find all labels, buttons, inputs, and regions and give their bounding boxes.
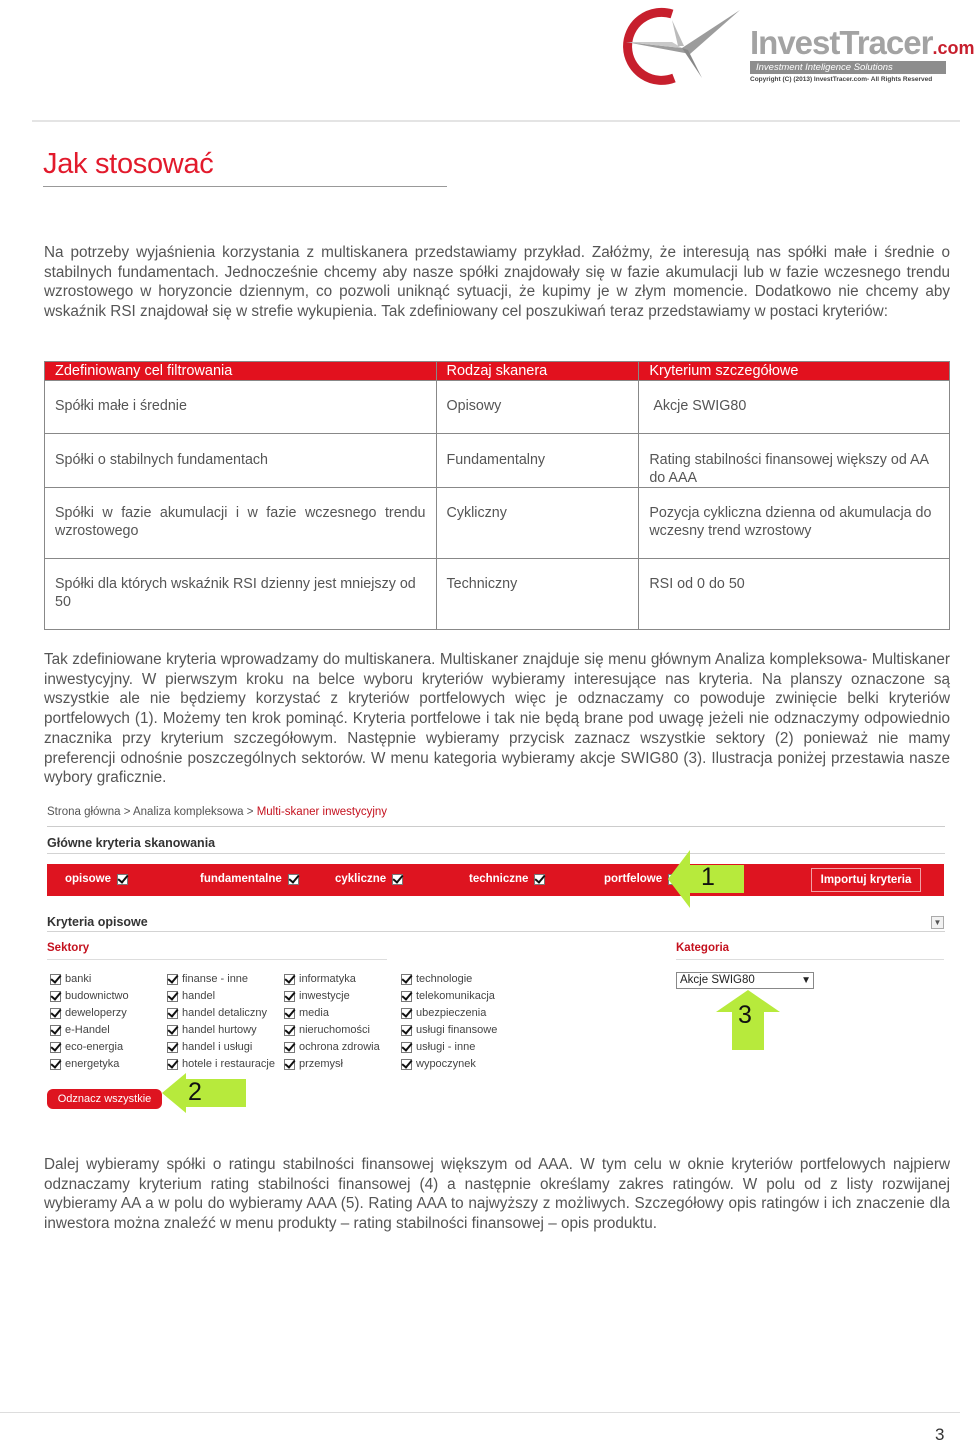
- table-cell: Pozycja cykliczna dzienna od akumulacja do wczesny trend wzrostowy: [639, 488, 950, 559]
- table-row: [45, 381, 950, 434]
- main-criteria-title: Główne kryteria skanowania: [47, 836, 216, 850]
- category-select[interactable]: Akcje SWIG80 ▼: [676, 972, 814, 989]
- checkbox-icon[interactable]: [401, 1059, 412, 1070]
- logo-tagline: Investment Inteligence Solutions: [750, 61, 946, 74]
- sector-checkbox[interactable]: energetyka: [50, 1058, 119, 1070]
- checkbox-icon[interactable]: [167, 991, 178, 1002]
- marker-3-arrow-icon: 3: [716, 990, 780, 1050]
- header-divider: [32, 120, 960, 122]
- checkbox-icon[interactable]: [50, 974, 61, 985]
- category-label: Kategoria: [676, 942, 730, 954]
- collapse-arrow-icon[interactable]: ▼: [931, 916, 944, 929]
- page-title: Jak stosować: [43, 148, 214, 180]
- checkbox-icon[interactable]: [392, 874, 403, 885]
- import-criteria-button[interactable]: Importuj kryteria: [811, 868, 921, 892]
- table-cell: Fundamentalny: [436, 434, 639, 488]
- tab-cykliczne[interactable]: cykliczne: [335, 873, 403, 885]
- table-header: Kryterium szczegółowe: [639, 362, 950, 381]
- sector-checkbox[interactable]: technologie: [401, 973, 472, 985]
- table-cell: Spółki małe i średnie: [45, 381, 437, 434]
- checkbox-icon[interactable]: [167, 974, 178, 985]
- sector-checkbox[interactable]: handel detaliczny: [167, 1007, 267, 1019]
- category-divider: [676, 959, 944, 960]
- table-cell: Techniczny: [436, 559, 639, 630]
- table-row: [45, 434, 950, 488]
- sector-checkbox[interactable]: informatyka: [284, 973, 356, 985]
- sector-checkbox[interactable]: wypoczynek: [401, 1058, 476, 1070]
- sector-checkbox[interactable]: budownictwo: [50, 990, 129, 1002]
- criteria-tab-bar: [47, 864, 944, 896]
- checkbox-icon[interactable]: [401, 991, 412, 1002]
- criteria-table: [44, 361, 950, 630]
- checkbox-icon[interactable]: [167, 1025, 178, 1036]
- checkbox-icon[interactable]: [167, 1042, 178, 1053]
- sector-checkbox[interactable]: deweloperzy: [50, 1007, 127, 1019]
- sectors-divider: [47, 959, 387, 960]
- sector-checkbox[interactable]: finanse - inne: [167, 973, 248, 985]
- checkbox-icon[interactable]: [534, 874, 545, 885]
- table-cell: Spółki w fazie akumulacji i w fazie wczesnego trendu wzrostowego: [45, 488, 437, 559]
- checkbox-icon[interactable]: [167, 1008, 178, 1019]
- checkbox-icon[interactable]: [50, 991, 61, 1002]
- tab-portfelowe[interactable]: portfelowe: [604, 873, 679, 885]
- investtracer-logo: [612, 6, 974, 86]
- table-header: Zdefiniowany cel filtrowania: [45, 362, 437, 381]
- breadcrumb-divider: [47, 826, 945, 827]
- sector-checkbox[interactable]: inwestycje: [284, 990, 350, 1002]
- chevron-down-icon: ▼: [801, 975, 811, 986]
- unselect-all-button[interactable]: Odznacz wszystkie: [47, 1089, 162, 1109]
- checkbox-icon[interactable]: [50, 1025, 61, 1036]
- breadcrumb-path[interactable]: Strona główna > Analiza kompleksowa >: [47, 806, 257, 818]
- checkbox-icon[interactable]: [50, 1042, 61, 1053]
- sector-checkbox[interactable]: handel hurtowy: [167, 1024, 257, 1036]
- breadcrumb-current: Multi-skaner inwestycyjny: [256, 806, 388, 818]
- sector-checkbox[interactable]: eco-energia: [50, 1041, 123, 1053]
- instructions-paragraph: Tak zdefiniowane kryteria wprowadzamy do multiskanera. Multiskaner znajduje się menu głównym Analiza kompleksowa- Multiskaner inwestycyjny. W pierwszym kroku na belce wyboru kryteriów wybieramy interesujące nas kryteria. Na planszy oznaczone są wszystkie ale nie będziemy korzystać z kryteriów portfelowych więc je odznaczamy co powoduje zwinięcie belki kryteriów portfelowych (1). Możemy ten krok pominąć. Kryteria portfelowe i tak nie będą brane pod uwagę jeżeli nie odznaczymy odpowiednio znacznika przy kryterium szczegółowym. Następnie wybieramy przycisk zaznacz wszystkie sektory (2) ponieważ nie mamy preferencji odnośnie poszczególnych sektorów. W menu kategoria wybieramy akcje SWIG80 (3). Ilustracja poniżej przestawia nasze wybory graficznie.: [44, 651, 950, 787]
- footer-divider: [0, 1412, 960, 1413]
- descriptive-criteria-title: Kryteria opisowe: [47, 915, 148, 929]
- checkbox-icon[interactable]: [401, 974, 412, 985]
- table-cell: Opisowy: [436, 381, 639, 434]
- checkbox-icon[interactable]: [117, 874, 128, 885]
- sector-checkbox[interactable]: ubezpieczenia: [401, 1007, 486, 1019]
- table-cell: Spółki o stabilnych fundamentach: [45, 434, 437, 488]
- table-cell: Spółki dla których wskaźnik RSI dzienny jest mniejszy od 50: [45, 559, 437, 630]
- tab-opisowe[interactable]: opisowe: [65, 873, 128, 885]
- sector-checkbox[interactable]: przemysł: [284, 1058, 343, 1070]
- sectors-label: Sektory: [47, 942, 90, 954]
- table-cell: RSI od 0 do 50: [639, 559, 950, 630]
- checkbox-icon[interactable]: [288, 874, 299, 885]
- sector-checkbox[interactable]: nieruchomości: [284, 1024, 370, 1036]
- section-divider: [47, 853, 945, 854]
- title-underline: [43, 186, 447, 187]
- table-cell: Akcje SWIG80: [639, 381, 950, 434]
- marker-2-arrow-icon: 2: [162, 1073, 246, 1113]
- sector-checkbox[interactable]: telekomunikacja: [401, 990, 495, 1002]
- table-row: [45, 559, 950, 630]
- table-header-row: [45, 362, 950, 381]
- table-header: Rodzaj skanera: [436, 362, 639, 381]
- sector-checkbox[interactable]: usługi finansowe: [401, 1024, 497, 1036]
- checkbox-icon[interactable]: [50, 1059, 61, 1070]
- breadcrumb: [47, 806, 387, 818]
- sector-checkbox[interactable]: ochrona zdrowia: [284, 1041, 380, 1053]
- tab-techniczne[interactable]: techniczne: [469, 873, 545, 885]
- checkbox-icon[interactable]: [50, 1008, 61, 1019]
- checkbox-icon[interactable]: [284, 1025, 295, 1036]
- logo-wordmark: InvestTracer.com: [750, 24, 974, 61]
- checkbox-icon[interactable]: [284, 1059, 295, 1070]
- sector-checkbox[interactable]: banki: [50, 973, 91, 985]
- sector-checkbox[interactable]: handel: [167, 990, 215, 1002]
- checkbox-icon[interactable]: [284, 974, 295, 985]
- checkbox-icon[interactable]: [401, 1008, 412, 1019]
- criteria-divider: [47, 931, 945, 932]
- sector-checkbox[interactable]: e-Handel: [50, 1024, 110, 1036]
- checkbox-icon[interactable]: [167, 1059, 178, 1070]
- table-cell: Rating stabilności finansowej większy od AA do AAA: [639, 434, 950, 488]
- sector-checkbox[interactable]: usługi - inne: [401, 1041, 475, 1053]
- compass-logo-icon: [612, 6, 752, 86]
- checkbox-icon[interactable]: [284, 1042, 295, 1053]
- table-cell: Cykliczny: [436, 488, 639, 559]
- rating-paragraph: Dalej wybieramy spółki o ratingu stabilności finansowej większym od AAA. W tym celu w oknie kryteriów portfelowych najpierw odznaczamy kryterium rating stabilności finansowej (4) a następnie określamy zakres ratingów. W polu od z listy rozwijanej wybieramy AA a w polu do wybieramy AAA (5). Rating AAA to najwyższy z możliwych. Szczegółowy opis ratingów i ich znaczenie dla inwestora można znaleźć w menu produkty – rating stabilności finansowej – opis produktu.: [44, 1156, 950, 1233]
- checkbox-icon[interactable]: [284, 991, 295, 1002]
- multiscanner-screenshot: [44, 802, 950, 1120]
- tab-fundamentalne[interactable]: fundamentalne: [200, 873, 299, 885]
- sector-checkbox[interactable]: hotele i restauracje: [167, 1058, 275, 1070]
- page-number: 3: [935, 1425, 945, 1444]
- sector-checkbox[interactable]: handel i usługi: [167, 1041, 252, 1053]
- marker-1-arrow-icon: 1: [668, 850, 744, 908]
- checkbox-icon[interactable]: [284, 1008, 295, 1019]
- intro-paragraph: Na potrzeby wyjaśnienia korzystania z multiskanera przedstawiamy przykład. Załóżmy, że interesują nas spółki małe i średnie o stabilnych fundamentach. Jednocześnie chcemy aby nasze spółki znajdowały się w fazie akumulacji lub w fazie wczesnego trendu wzrostowego w horyzoncie dziennym, co pozwoli uniknąć sytuacji, że kupimy je w złym momencie. Dodatkowo nie chcemy aby wskaźnik RSI znajdował się w strefie wykupienia. Tak zdefiniowany cel poszukiwań teraz przedstawiamy w postaci kryteriów:: [44, 244, 950, 321]
- table-row: [45, 488, 950, 559]
- logo-copyright: Copyright (C) (2013) InvestTracer.com- All Rights Reserved: [750, 76, 933, 83]
- sector-checkbox[interactable]: media: [284, 1007, 329, 1019]
- checkbox-icon[interactable]: [401, 1025, 412, 1036]
- checkbox-icon[interactable]: [401, 1042, 412, 1053]
